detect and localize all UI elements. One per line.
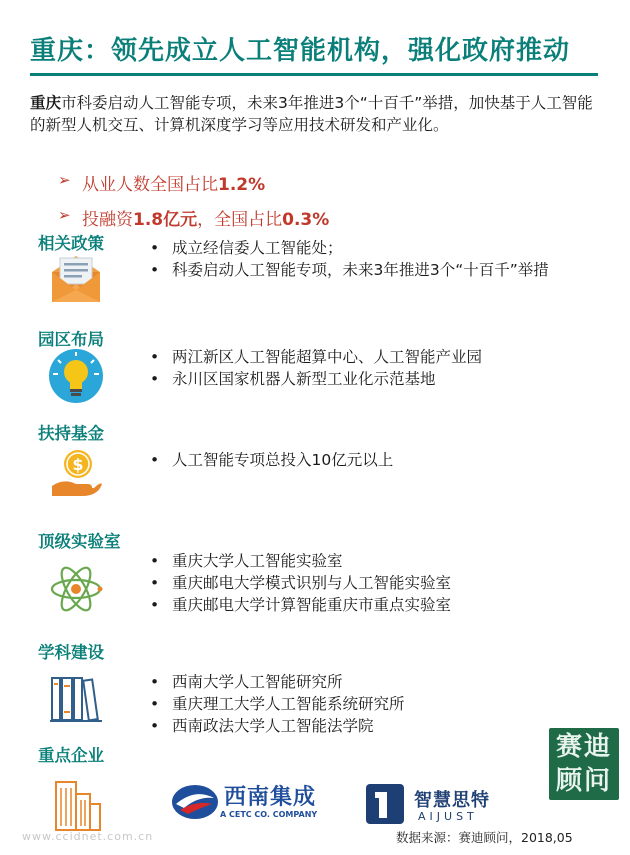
list-item: • 重庆邮电大学计算智能重庆市重点实验室 xyxy=(148,594,608,616)
list-item: • 人工智能专项总投入10亿元以上 xyxy=(148,449,608,471)
list-item: • 西南政法大学人工智能法学院 xyxy=(148,715,608,737)
section-title-parks: 园区布局 xyxy=(38,330,104,349)
section-title-enterprises: 重点企业 xyxy=(38,746,104,765)
arrow-bullet-icon: ➢ xyxy=(58,171,71,189)
company-subtitle: AIJUST xyxy=(418,810,478,823)
section-title-fund: 扶持基金 xyxy=(38,424,104,443)
books-icon xyxy=(48,670,104,726)
svg-text:$: $ xyxy=(72,455,84,474)
buildings-icon xyxy=(52,776,104,832)
list-item: • 西南大学人工智能研究所 xyxy=(148,671,608,693)
policy-list xyxy=(148,237,608,281)
section-title-disciplines: 学科建设 xyxy=(38,643,104,662)
company-logo-xinan xyxy=(170,780,340,830)
labs-list xyxy=(148,550,608,616)
intro-paragraph xyxy=(30,92,602,136)
watermark: www.ccidnet.com.cn xyxy=(22,830,154,843)
company-name: 智慧思特 xyxy=(414,790,490,811)
hand-coin-icon xyxy=(48,446,104,502)
atom-icon xyxy=(48,561,104,617)
envelope-document-icon xyxy=(48,250,104,306)
page-title: 重庆：领先成立人工智能机构，强化政府推动 xyxy=(30,36,571,66)
list-item: • 永川区国家机器人新型工业化示范基地 xyxy=(148,368,608,390)
section-title-policy: 相关政策 xyxy=(38,234,104,253)
stat-employment: ➢ 从业人数全国占比1.2% xyxy=(58,171,266,195)
intro-text: 市科委启动人工智能专项，未来3年推进3个“十百千”举措，加快基于人工智能的新型人机交互、计算机深度学习等应用技术研发和产业化。 xyxy=(30,94,593,134)
company-logo-aijust xyxy=(362,780,522,830)
parks-list xyxy=(148,346,608,390)
lightbulb-icon xyxy=(48,348,104,404)
stamp-text: 赛迪顾问 xyxy=(555,732,612,796)
section-title-labs: 顶级实验室 xyxy=(38,532,121,551)
intro-city: 重庆 xyxy=(30,94,62,112)
fund-list xyxy=(148,449,608,471)
list-item: • 重庆邮电大学模式识别与人工智能实验室 xyxy=(148,572,608,594)
data-source: 数据来源：赛迪顾问，2018,05 xyxy=(396,830,573,845)
aijust-logo-icon xyxy=(362,780,408,828)
title-underline xyxy=(30,73,598,76)
ccid-stamp-logo xyxy=(549,728,619,800)
list-item: • 成立经信委人工智能处； xyxy=(148,237,608,259)
xinan-logo-icon xyxy=(170,782,220,822)
list-item: • 重庆理工大学人工智能系统研究所 xyxy=(148,693,608,715)
arrow-bullet-icon: ➢ xyxy=(58,206,71,224)
company-name: 西南集成 xyxy=(224,785,317,810)
disciplines-list xyxy=(148,671,608,737)
stat-financing: ➢ 投融资1.8亿元，全国占比0.3% xyxy=(58,206,330,230)
list-item: • 科委启动人工智能专项，未来3年推进3个“十百千”举措 xyxy=(148,259,608,281)
list-item: • 两江新区人工智能超算中心、人工智能产业园 xyxy=(148,346,608,368)
company-subtitle: A CETC CO. COMPANY xyxy=(220,810,318,819)
list-item: • 重庆大学人工智能实验室 xyxy=(148,550,608,572)
